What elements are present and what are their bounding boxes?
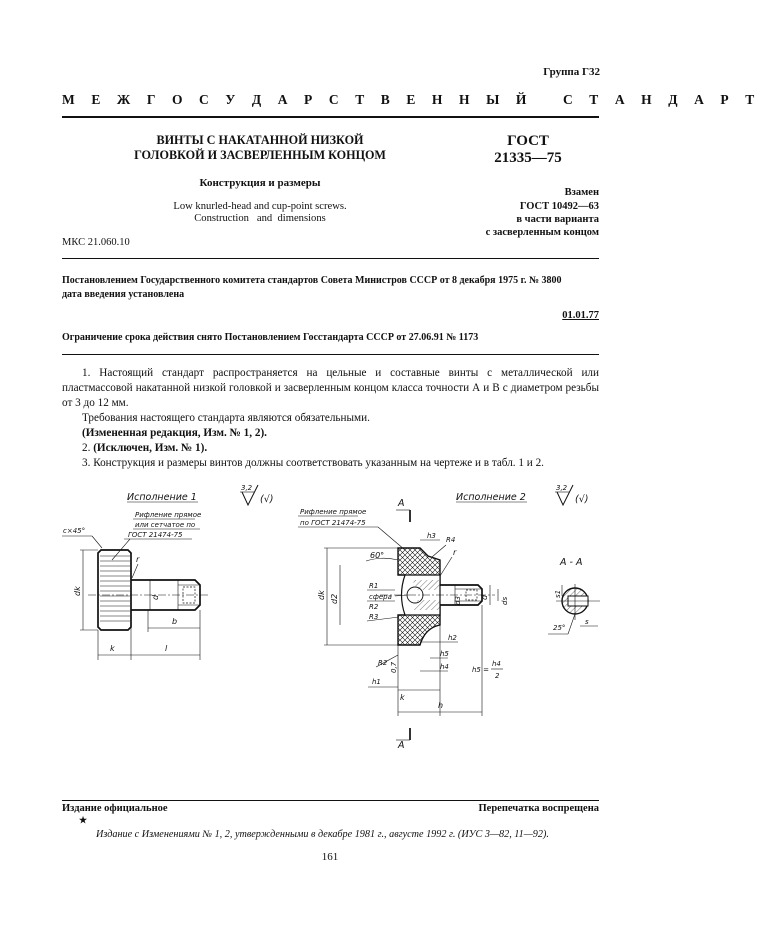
roughness-value-1: 3,2 [241, 484, 253, 492]
v1-r-label: r [136, 555, 140, 564]
roughness-paren-1: (√) [260, 494, 274, 505]
roughness-mark-2 [555, 484, 588, 505]
replaces-3: в части варианта [516, 214, 599, 225]
title-line1: ВИНТЫ С НАКАТАННОЙ НИЗКОЙ [156, 133, 364, 147]
v2-d3-label: d3 [454, 596, 462, 605]
paragraph-1: 1. Настоящий стандарт распространяется на цельные и составные винты с металлической или пластмассовой накатанной низкой головкой и засверленным концом класса точности А и В с диаметром резьбы от 3 до 12 мм. [62, 367, 599, 409]
v1-knurl-lines [100, 556, 130, 621]
replaces-1: Взамен [564, 187, 599, 198]
decree-date: 01.01.77 [562, 310, 599, 321]
edition-label: Издание официальное [62, 803, 168, 814]
paragraph-2: Требования настоящего стандарта являются обязательными. [82, 412, 370, 424]
group-code: Группа Г32 [543, 66, 600, 78]
paragraph-3: (Измененная редакция, Изм. № 1, 2). [82, 427, 267, 439]
knurl-label-1: Рифление прямое [135, 511, 202, 519]
v1-dk-label: dk [73, 586, 82, 596]
section-aa-title: А - А [560, 557, 583, 568]
v1-b-label: b [172, 617, 178, 626]
page-number: 161 [321, 851, 339, 863]
english-title-line2: Construction and dimensions [194, 213, 326, 224]
paragraph-4-number: 2. [82, 442, 94, 454]
h5-formula-num: h4 [492, 660, 501, 668]
section-aa-s1-label: s1 [554, 589, 562, 598]
v2-k-label: k [400, 693, 405, 702]
v1-title: Исполнение 1 [127, 492, 197, 503]
chamfer-leader [92, 536, 102, 548]
knurl-v2-label-2: по ГОСТ 21474-75 [300, 519, 366, 527]
v2-ds-label: ds [501, 596, 509, 605]
knurl-v2-label-1: Рифление прямое [300, 508, 367, 516]
section-aa-s-label: s [585, 618, 589, 626]
v2-d-label: d [480, 594, 489, 600]
section-a-bottom: А [398, 740, 405, 751]
v2-R3-label: R3 [369, 613, 379, 621]
replaces-2: ГОСТ 10492—63 [519, 201, 599, 212]
section-a-top: А [398, 498, 405, 509]
mks-rule [62, 258, 599, 259]
footer-rule [62, 800, 599, 801]
roughness-mark-1 [240, 484, 273, 505]
v2-r-label: r [453, 548, 457, 557]
knurl-label-2: или сетчатое по [135, 521, 196, 529]
v1-head [98, 550, 131, 630]
v2-h1-label: h1 [372, 678, 381, 686]
v2-t-label: 0,7 [390, 661, 398, 673]
v2-d2-label: d2 [330, 593, 339, 604]
v2-h4-label: h4 [440, 663, 449, 671]
roughness-value-2: 3,2 [556, 484, 568, 492]
roughness-paren-2: (√) [575, 494, 589, 505]
v2-R2-label-a: R2 [369, 603, 379, 611]
chamfer-label: c×45° [63, 527, 86, 535]
h5-formula-left: h5 = [472, 666, 489, 674]
h5-formula-den: 2 [495, 672, 500, 680]
limit-note: Ограничение срока действия снято Постановлением Госстандарта СССР от 27.06.91 № 1173 [62, 332, 479, 343]
v2-h5-label: h5 [440, 650, 449, 658]
knurl-v2-leader [378, 527, 405, 550]
gost-label: ГОСТ [507, 133, 549, 149]
reprint-label: Перепечатка воспрещена [478, 803, 599, 814]
v2-dk-label: dk [317, 590, 326, 600]
paragraph-4 [62, 441, 599, 456]
subtitle: Конструкция и размеры [199, 177, 321, 189]
reissue-note: Издание с Изменениями № 1, 2, утвержденными в декабре 1981 г., августе 1992 г. (ИУС 3—82, 11—92). [96, 829, 549, 840]
decree-line1: Постановлением Государственного комитета стандартов Совета Министров СССР от 8 декабря 1975 г. № 3800 [62, 275, 562, 286]
v1-r-leader [132, 564, 138, 578]
v1-l-label: l [165, 644, 168, 653]
limit-rule [62, 354, 599, 355]
paragraph-4-bold: (Исключен, Изм. № 1). [93, 442, 208, 454]
v2-h3-label: h3 [427, 532, 436, 540]
gost-number: 21335—75 [494, 150, 562, 166]
header-rule [62, 116, 599, 118]
paragraph-5: 3. Конструкция и размеры винтов должны соответствовать указанным на чертеже и в табл. 1 и 2. [82, 457, 544, 469]
v1-k-label: k [110, 644, 115, 653]
v2-60-label: 60° [370, 551, 385, 560]
title-line2: ГОЛОВКОЙ И ЗАСВЕРЛЕННЫМ КОНЦОМ [134, 148, 386, 162]
v2-h-label: h [438, 701, 444, 710]
star-mark: ★ [79, 815, 88, 825]
knurl-label-3: ГОСТ 21474-75 [128, 531, 183, 539]
replaces-4: с засверленным концом [485, 227, 599, 238]
v1-d-label: d [151, 594, 160, 600]
english-title-line1: Low knurled-head and cup-point screws. [173, 201, 347, 212]
decree-line2: дата введения установлена [62, 289, 185, 300]
v2-R1-label: R1 [369, 582, 379, 590]
section-aa-25-label: 25° [553, 624, 566, 632]
body-text [62, 366, 599, 471]
mks-code: МКС 21.060.10 [62, 237, 130, 248]
h5-formula [472, 660, 503, 680]
v2-title: Исполнение 2 [456, 492, 526, 503]
v2-h2-label: h2 [448, 634, 457, 642]
technical-drawing [0, 470, 661, 780]
standard-type: М Е Ж Г О С У Д А Р С Т В Е Н Н Ы Й С Т А Н Д А Р Т [62, 92, 761, 107]
v2-sphere-label: сфера [369, 593, 392, 601]
v2-R2-label-b: R2 [378, 659, 388, 667]
v2-R4-label: R4 [446, 536, 456, 544]
